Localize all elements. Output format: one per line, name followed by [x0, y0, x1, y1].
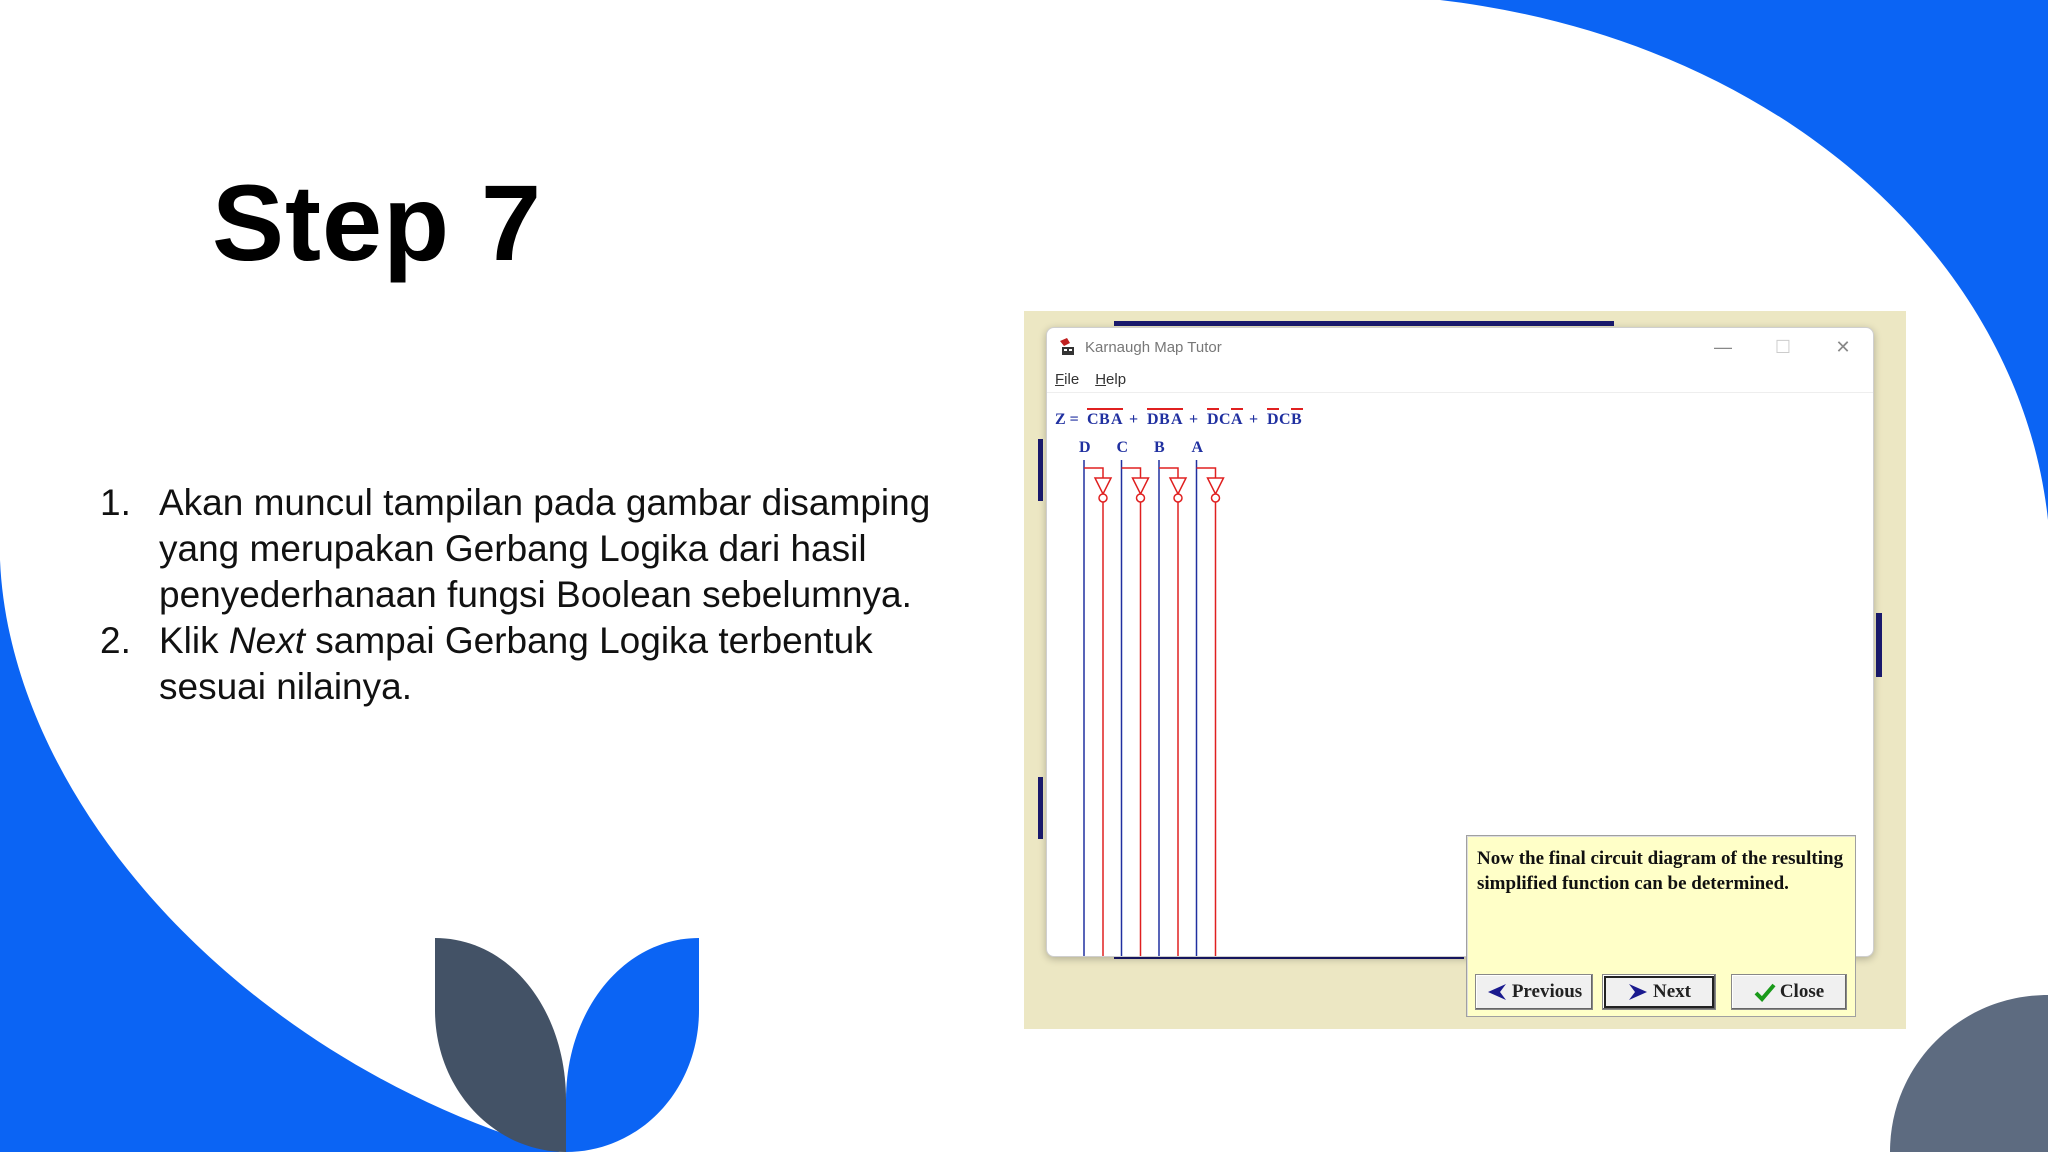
- background-window-edge: [1876, 613, 1882, 677]
- slide-title: Step 7: [212, 162, 543, 283]
- app-icon: [1057, 337, 1077, 357]
- expression-letter: D: [1207, 411, 1219, 428]
- input-label: D: [1079, 439, 1091, 456]
- menu-help[interactable]: [1095, 371, 1126, 388]
- grey-circle-bottom-right: [1890, 995, 2048, 1152]
- expression-letter: C: [1219, 411, 1231, 428]
- item-text-part: Akan muncul tampilan pada gambar disamping yang merupakan Gerbang Logika dari hasil penyederhanaan fungsi Boolean sebelumnya.: [159, 482, 931, 615]
- inverter-wire: [1159, 468, 1178, 478]
- menu-file[interactable]: [1055, 371, 1079, 388]
- expression-letter: B: [1099, 411, 1110, 428]
- next-label: Next: [1653, 981, 1691, 1002]
- inverter-wire: [1197, 468, 1216, 478]
- menu-accelerator: F: [1055, 370, 1065, 388]
- instruction-item: [100, 618, 980, 710]
- menu-bar: [1047, 366, 1873, 393]
- check-icon: [1754, 982, 1776, 1002]
- expression-operator: +: [1129, 411, 1139, 428]
- dialog-message: Now the final circuit diagram of the resulting simplified function can be determined.: [1477, 848, 1844, 894]
- previous-button[interactable]: [1475, 974, 1593, 1010]
- previous-label: Previous: [1511, 981, 1583, 1002]
- input-label: C: [1116, 439, 1129, 456]
- instruction-item: [100, 480, 980, 618]
- window-title: Karnaugh Map Tutor: [1085, 338, 1222, 356]
- item-text: [159, 480, 980, 618]
- instruction-list: [100, 480, 980, 710]
- tutor-dialog: [1466, 835, 1856, 1017]
- inverter-wire: [1084, 468, 1103, 478]
- not-bubble: [1099, 494, 1107, 502]
- right-arrow-icon: [1627, 982, 1649, 1002]
- leaf-shape-right: [566, 938, 699, 1152]
- not-bubble: [1212, 494, 1220, 502]
- not-gate: [1133, 478, 1149, 494]
- expression-letter: C: [1279, 411, 1291, 428]
- inverter-wire: [1122, 468, 1141, 478]
- item-text-part: Klik: [159, 620, 229, 661]
- expression-letter: D: [1147, 411, 1159, 428]
- item-text: [159, 618, 980, 710]
- expression-operator: +: [1249, 411, 1259, 428]
- close-window-button[interactable]: ✕: [1835, 336, 1851, 357]
- not-bubble: [1137, 494, 1145, 502]
- close-button[interactable]: [1731, 974, 1847, 1010]
- expression-letter: B: [1159, 411, 1170, 428]
- item-number: 2.: [100, 620, 131, 661]
- not-gate: [1095, 478, 1111, 494]
- background-window-edge: [1038, 777, 1043, 839]
- input-label: A: [1191, 439, 1204, 456]
- app-screenshot: [1024, 311, 1906, 1029]
- close-label: Close: [1779, 981, 1825, 1002]
- item-text-emphasis: Next: [228, 620, 305, 661]
- next-button[interactable]: [1602, 974, 1716, 1010]
- expression-letter: B: [1291, 411, 1302, 428]
- item-text-part: sampai Gerbang Logika terbentuk sesuai nilainya.: [159, 620, 873, 707]
- expression-letter: A: [1231, 411, 1243, 428]
- expression-operator: +: [1189, 411, 1199, 428]
- not-gate: [1170, 478, 1186, 494]
- input-label: B: [1154, 439, 1165, 456]
- menu-accelerator: H: [1095, 370, 1107, 388]
- maximize-button[interactable]: ☐: [1774, 336, 1792, 357]
- expression-letter: C: [1087, 411, 1099, 428]
- menu-label-rest: ile: [1064, 370, 1080, 388]
- menu-label-rest: elp: [1106, 370, 1127, 388]
- item-number: 1.: [100, 482, 131, 523]
- expression-letter: D: [1267, 411, 1279, 428]
- left-arrow-icon: [1486, 982, 1508, 1002]
- not-bubble: [1174, 494, 1182, 502]
- expression-letter: A: [1111, 411, 1123, 428]
- minimize-button[interactable]: —: [1714, 336, 1732, 357]
- expression-lhs: Z =: [1055, 411, 1079, 428]
- background-window-edge: [1114, 321, 1614, 326]
- not-gate: [1208, 478, 1224, 494]
- expression-letter: A: [1171, 411, 1183, 428]
- window-titlebar: [1047, 328, 1873, 366]
- background-window-edge: [1038, 439, 1043, 501]
